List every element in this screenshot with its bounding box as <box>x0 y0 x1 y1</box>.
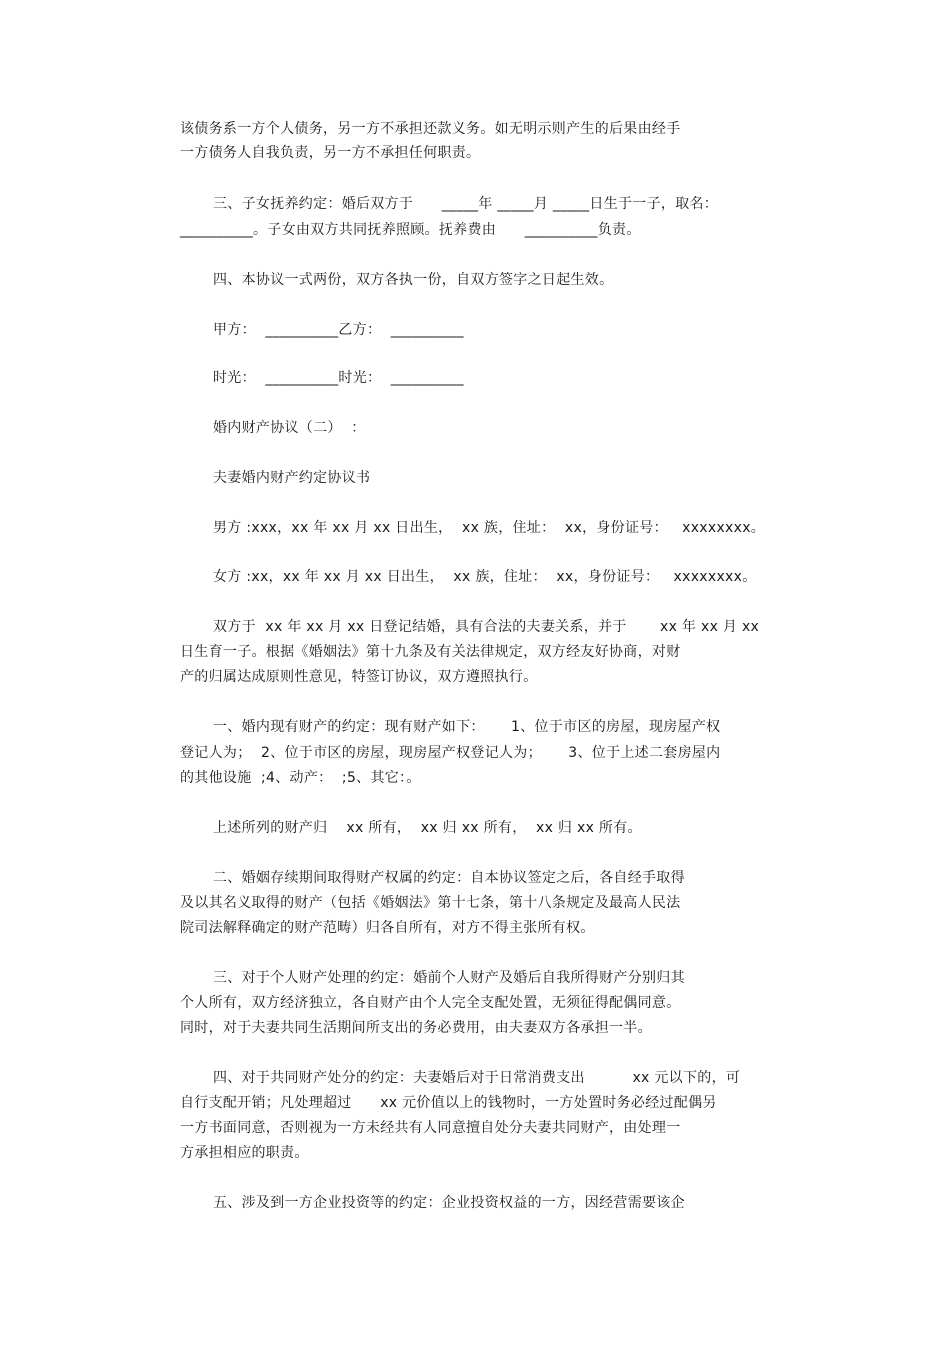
text-line-copies: 四、本协议一式两份，双方各执一份，自双方签字之日起生效。 <box>213 272 614 288</box>
text-line-property-3: 的其他设施 ;4、动产： ;5、其它：。 <box>180 770 421 786</box>
document-title: 夫妻婚内财产约定协议书 <box>213 470 371 486</box>
text-line-marriage-3: 产的归属达成原则性意见，特签订协议，双方遵照执行。 <box>180 669 538 685</box>
text-line-acquired-2: 及以其名义取得的财产（包括《婚姻法》第十七条，第十八条规定及最高人民法 <box>180 895 681 911</box>
signature-line-parties: 甲方： __________乙方： __________ <box>213 322 464 338</box>
text-line-property-1: 一、婚内现有财产的约定：现有财产如下： 1、位于市区的房屋，现房屋产权 <box>213 719 721 735</box>
text-line-acquired-3: 院司法解释确定的财产范畴）归各自所有，对方不得主张所有权。 <box>180 920 595 936</box>
text-line-investment: 五、涉及到一方企业投资等的约定：企业投资权益的一方，因经营需要该企 <box>213 1195 685 1211</box>
text-line-wife: 女方 :xx，xx 年 xx 月 xx 日出生， xx 族，住址： xx，身份证号： xxxxxxxx。 <box>213 569 757 585</box>
text-line-acquired-1: 二、婚姻存续期间取得财产权属的约定：自本协议签定之后，各自经手取得 <box>213 870 685 886</box>
text-line-husband: 男方 :xxx，xx 年 xx 月 xx 日出生， xx 族，住址： xx，身份证号： xxxxxxxx。 <box>213 520 766 536</box>
text-line-child-1: 三、子女抚养约定：婚后双方于 _____年 _____月 _____日生于一子，取名： <box>213 196 719 212</box>
text-line-child-2: __________。子女由双方共同抚养照顾。抚养费由 __________负责。 <box>180 222 641 238</box>
text-line-joint-4: 方承担相应的职责。 <box>180 1145 309 1161</box>
text-line-property-2: 登记人为； 2、位于市区的房屋，现房屋产权登记人为； 3、位于上述二套房屋内 <box>180 745 721 761</box>
text-line-personal-3: 同时，对于夫妻共同生活期间所支出的务必费用，由夫妻双方各承担一半。 <box>180 1020 652 1036</box>
section-title-agreement-2: 婚内财产协议（二） ： <box>213 420 366 436</box>
text-line-personal-2: 个人所有，双方经济独立，各自财产由个人完全支配处置，无须征得配偶同意。 <box>180 995 681 1011</box>
text-line-marriage-2: 日生育一子。根据《婚姻法》第十九条及有关法律规定，双方经友好协商，对财 <box>180 644 681 660</box>
text-line-debt-1: 该债务系一方个人债务，另一方不承担还款义务。如无明示则产生的后果由经手 <box>180 121 681 137</box>
text-line-joint-3: 一方书面同意，否则视为一方未经共有人同意擅自处分夫妻共同财产，由处理一 <box>180 1120 681 1136</box>
text-line-debt-2: 一方债务人自我负责，另一方不承担任何职责。 <box>180 145 481 161</box>
text-line-joint-2: 自行支配开销；凡处理超过 xx 元价值以上的钱物时，一方处置时务必经过配偶另 <box>180 1095 717 1111</box>
signature-line-dates: 时光： __________时光： __________ <box>213 370 464 386</box>
text-line-ownership: 上述所列的财产归 xx 所有， xx 归 xx 所有， xx 归 xx 所有。 <box>213 820 642 836</box>
text-line-joint-1: 四、对于共同财产处分的约定：夫妻婚后对于日常消费支出 xx 元以下的，可 <box>213 1070 741 1086</box>
text-line-marriage-1: 双方于 xx 年 xx 月 xx 日登记结婚，具有合法的夫妻关系，并于 xx 年 xx 月 xx <box>213 619 760 635</box>
text-line-personal-1: 三、对于个人财产处理的约定：婚前个人财产及婚后自我所得财产分别归其 <box>213 970 685 986</box>
